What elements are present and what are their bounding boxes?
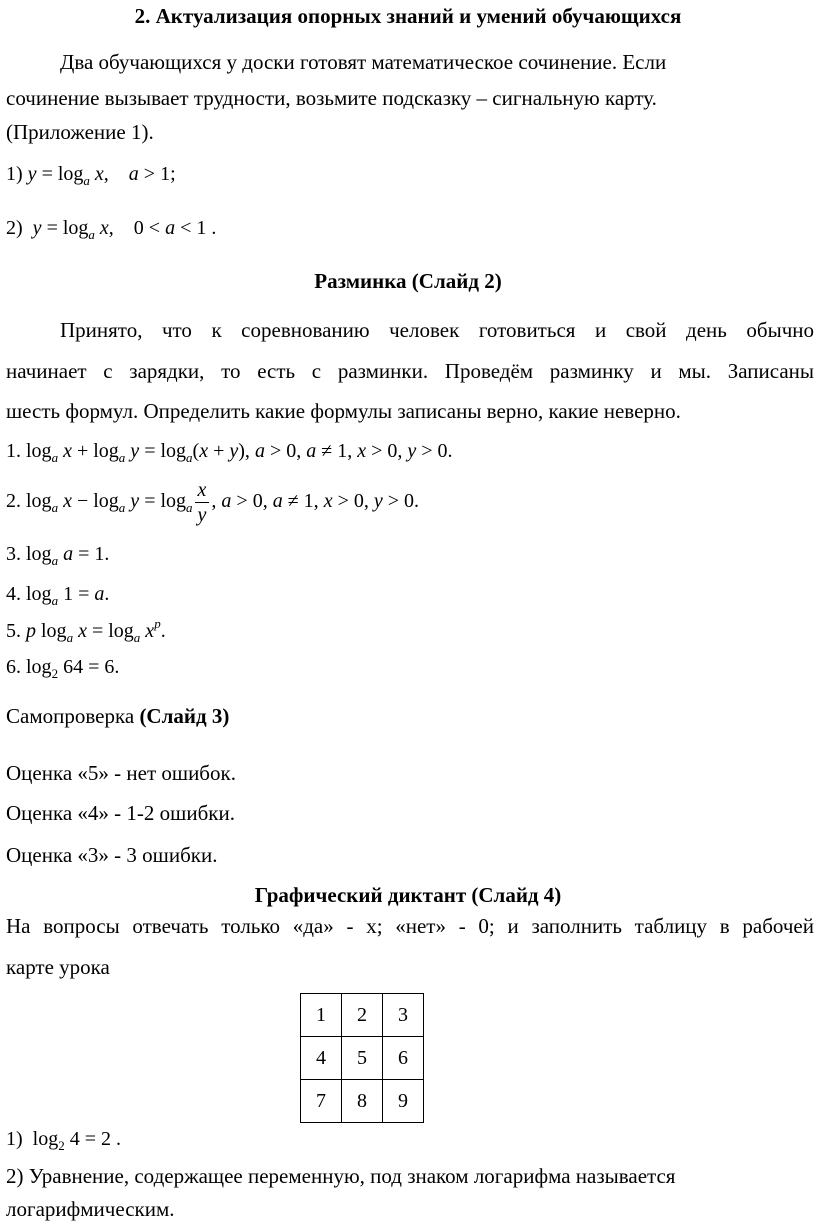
intro-line-3: (Приложение 1). bbox=[6, 120, 154, 144]
grid-cell: 4 bbox=[301, 1037, 342, 1080]
formula-case-2: 2) $y = \log_a x$, 0 < a < 1 . bbox=[6, 217, 217, 242]
grid-cell: 8 bbox=[342, 1080, 383, 1123]
grid-cell: 6 bbox=[383, 1037, 424, 1080]
grid-cell: 7 bbox=[301, 1080, 342, 1123]
formula-4: 4. $\log_a 1 = a$. bbox=[6, 583, 110, 608]
warmup-line-2: начинает с зарядки, то есть с разминки. Проведём разминку и мы. Записаны bbox=[6, 359, 814, 383]
warmup-line-1: Принято, что к соревнованию человек готовиться и свой день обычно bbox=[60, 318, 814, 342]
formula-5: 5. p $\log_a x = \log_a x^p$. bbox=[6, 616, 166, 645]
dictation-heading: Графический диктант (Слайд 4) bbox=[254, 883, 562, 907]
formula-3: 3. $\log_a a = 1$. bbox=[6, 543, 110, 568]
formula-case-1: 1) $y = \log_a x$, a > 1; bbox=[6, 163, 176, 188]
grid-cell: 2 bbox=[342, 994, 383, 1037]
dictation-line-2: карте урока bbox=[6, 955, 110, 979]
grade-4: Оценка «4» - 1-2 ошибки. bbox=[6, 801, 235, 825]
grid-cell: 5 bbox=[342, 1037, 383, 1080]
formula-2: 2. $\log_a x - \log_a y = \log_a$ $\frac{x}{y}$ , a > 0, a ≠ 1, x > 0, y > 0. bbox=[6, 479, 420, 526]
grade-5: Оценка «5» - нет ошибок. bbox=[6, 761, 236, 785]
answer-grid bbox=[300, 993, 424, 1123]
warmup-line-3: шесть формул. Определить какие формулы записаны верно, какие неверно. bbox=[6, 399, 681, 423]
grid-cell: 3 bbox=[383, 994, 424, 1037]
grid-cell: 1 bbox=[301, 994, 342, 1037]
dictation-line-1: На вопросы отвечать только «да» - x; «нет» - 0; и заполнить таблицу в рабочей bbox=[6, 914, 814, 938]
selfcheck-slide: (Слайд 3) bbox=[139, 704, 230, 728]
question-1-formula: 1) $\log_2 4 = 2$ . bbox=[6, 1128, 121, 1153]
section-title: 2. Актуализация опорных знаний и умений обучающихся bbox=[134, 4, 682, 28]
selfcheck-label: Самопроверка bbox=[6, 704, 140, 728]
formula-1: 1. $\log_a x + \log_a y = \log_a(x + y)$, a > 0, a ≠ 1, x > 0, y > 0. bbox=[6, 440, 453, 465]
grid-cell: 9 bbox=[383, 1080, 424, 1123]
grade-3: Оценка «3» - 3 ошибки. bbox=[6, 843, 218, 867]
intro-line-1: Два обучающихся у доски готовят математическое сочинение. Если bbox=[60, 50, 667, 74]
question-2-line-2: логарифмическим. bbox=[6, 1197, 175, 1221]
warmup-heading: Разминка (Слайд 2) bbox=[314, 269, 502, 293]
question-2-line-1: 2) Уравнение, содержащее переменную, под знаком логарифма называется bbox=[6, 1164, 676, 1188]
formula-6: 6. $\log_2 64 = 6$. bbox=[6, 656, 120, 681]
intro-line-2: сочинение вызывает трудности, возьмите подсказку – сигнальную карту. bbox=[6, 86, 657, 110]
selfcheck bbox=[6, 704, 229, 729]
